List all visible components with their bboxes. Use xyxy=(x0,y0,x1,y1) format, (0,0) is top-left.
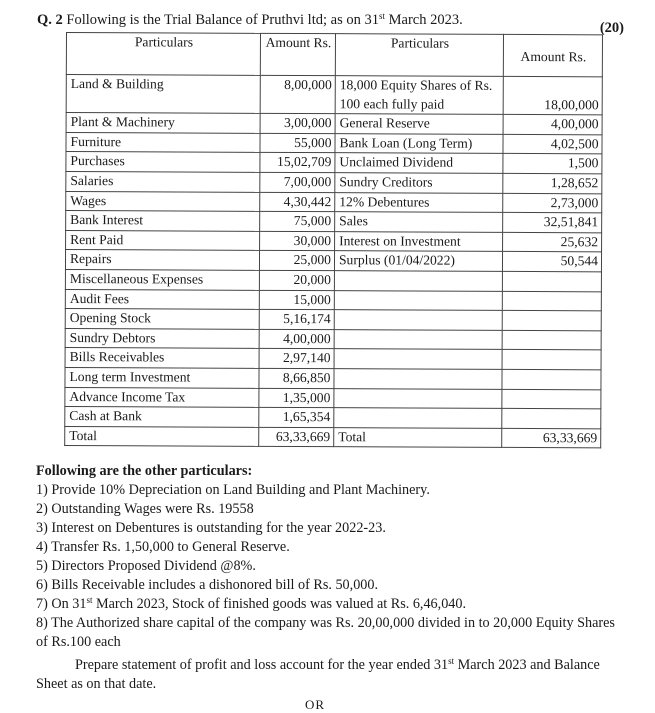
debit-amount-cell: 5,16,174 xyxy=(259,309,334,329)
debit-particular-cell: Purchases xyxy=(66,152,260,172)
credit-amount-cell xyxy=(502,350,601,370)
credit-particular-cell xyxy=(334,349,502,369)
or-separator: OR xyxy=(305,697,326,712)
prepare-text: Prepare statement of profit and loss account for the year ended 31 xyxy=(75,657,449,673)
note-item-3: 3) Interest on Debentures is outstanding for the year 2022-23. xyxy=(36,520,386,536)
prepare-text-end: March 2023 and Balance Sheet as on that date. xyxy=(36,657,600,692)
credit-amount-cell xyxy=(502,408,601,428)
credit-particular-cell: Interest on Investment xyxy=(335,231,503,251)
credit-particular-cell xyxy=(334,290,502,310)
table-row xyxy=(66,113,602,135)
credit-particular-cell: 18,000 Equity Shares of Rs. 100 each fully paid xyxy=(335,76,503,115)
table-row xyxy=(66,171,602,193)
credit-particular-cell xyxy=(334,271,502,291)
debit-amount-cell: 4,00,000 xyxy=(259,329,334,349)
debit-amount-cell: 15,000 xyxy=(259,290,334,310)
notes-list xyxy=(36,481,625,595)
ordinal-suffix: st xyxy=(378,11,385,21)
debit-particular-cell: Advance Income Tax xyxy=(65,387,259,407)
trial-balance-table xyxy=(64,32,603,449)
table-row xyxy=(65,269,601,291)
debit-amount-cell: 1,65,354 xyxy=(259,407,334,427)
debit-amount-cell: 55,000 xyxy=(260,133,335,153)
debit-particular-cell: Miscellaneous Expenses xyxy=(65,269,259,289)
debit-particular-cell: Wages xyxy=(66,191,260,211)
ordinal-suffix: st xyxy=(86,595,93,605)
credit-total-label: Total xyxy=(334,427,502,447)
table-row xyxy=(65,407,601,429)
header-debit-amount: Amount Rs. xyxy=(260,33,335,75)
debit-amount-cell: 8,00,000 xyxy=(260,75,335,114)
debit-amount-cell: 20,000 xyxy=(259,270,334,290)
note-item-2: 2) Outstanding Wages were Rs. 19558 xyxy=(36,501,254,517)
credit-amount-cell xyxy=(502,389,601,409)
note-item-8: 8) The Authorized share capital of the company was Rs. 20,00,000 divided in to 20,000 Equity Shares of Rs.100 each xyxy=(36,615,615,650)
credit-particular-cell: Sales xyxy=(335,212,503,232)
debit-amount-cell: 8,66,850 xyxy=(259,368,334,388)
debit-particular-cell: Land & Building xyxy=(66,75,260,114)
credit-amount-cell: 1,500 xyxy=(503,154,602,174)
note-7-text: 7) On 31 xyxy=(36,596,87,612)
note-7-text-end: March 2023, Stock of finished goods was valued at Rs. 6,46,040. xyxy=(92,596,467,612)
credit-particular-cell: Surplus (01/04/2022) xyxy=(334,251,502,271)
question-text: Following is the Trial Balance of Pruthvi ltd; as on 31 xyxy=(66,12,379,28)
notes-title: Following are the other particulars: xyxy=(36,463,253,479)
table-row xyxy=(66,211,602,233)
table-row xyxy=(66,132,602,154)
credit-amount-cell xyxy=(502,369,601,389)
note-item-1: 1) Provide 10% Depreciation on Land Building and Plant Machinery. xyxy=(36,482,430,498)
debit-particular-cell: Bills Receivables xyxy=(65,348,259,368)
credit-amount-cell: 25,632 xyxy=(503,232,602,252)
question-number: Q. 2 xyxy=(37,12,63,28)
table-header-row xyxy=(66,33,602,77)
trial-balance-body xyxy=(65,75,603,449)
debit-particular-cell: Long term Investment xyxy=(65,367,259,387)
debit-particular-cell: Opening Stock xyxy=(65,309,259,329)
credit-amount-cell xyxy=(502,271,601,291)
credit-amount-cell: 4,02,500 xyxy=(503,134,602,154)
table-row xyxy=(65,328,601,350)
credit-particular-cell xyxy=(334,408,502,428)
table-row xyxy=(65,289,601,311)
credit-amount-cell: 2,73,000 xyxy=(503,193,602,213)
credit-particular-cell xyxy=(334,329,502,349)
question-text-end: March 2023. xyxy=(384,12,463,28)
note-item-4: 4) Transfer Rs. 1,50,000 to General Reserve. xyxy=(36,539,290,555)
debit-amount-cell: 75,000 xyxy=(260,212,335,232)
header-credit-particulars: Particulars xyxy=(335,34,503,77)
credit-particular-cell xyxy=(334,369,502,389)
total-row xyxy=(65,426,601,448)
debit-amount-cell: 1,35,000 xyxy=(259,388,334,408)
credit-particular-cell: Bank Loan (Long Term) xyxy=(335,133,503,153)
debit-particular-cell: Rent Paid xyxy=(66,230,260,250)
table-row xyxy=(66,230,602,252)
debit-particular-cell: Sundry Debtors xyxy=(65,328,259,348)
note-item-5: 5) Directors Proposed Dividend @8%. xyxy=(36,558,256,574)
debit-amount-cell: 25,000 xyxy=(259,251,334,271)
note-item-6: 6) Bills Receivable includes a dishonored bill of Rs. 50,000. xyxy=(36,577,379,593)
header-debit-particulars: Particulars xyxy=(66,33,260,76)
credit-amount-cell: 32,51,841 xyxy=(503,213,602,233)
question-marks: (20) xyxy=(599,20,624,36)
table-row xyxy=(65,250,601,272)
table-row xyxy=(65,367,601,389)
credit-amount-cell: 4,00,000 xyxy=(503,115,602,135)
credit-particular-cell: 12% Debentures xyxy=(335,192,503,212)
debit-amount-cell: 15,02,709 xyxy=(260,153,335,173)
table-row xyxy=(66,152,602,174)
credit-amount-cell: 18,00,000 xyxy=(503,76,602,115)
credit-amount-cell: 50,544 xyxy=(502,252,601,272)
header-credit-amount: Amount Rs. xyxy=(503,34,602,76)
debit-particular-cell: Repairs xyxy=(65,250,259,270)
debit-amount-cell: 4,30,442 xyxy=(260,192,335,212)
debit-particular-cell: Cash at Bank xyxy=(65,407,259,427)
credit-particular-cell xyxy=(334,310,502,330)
credit-total-amount: 63,33,669 xyxy=(502,428,601,448)
debit-particular-cell: Furniture xyxy=(66,132,260,152)
credit-particular-cell xyxy=(334,388,502,408)
table-row xyxy=(66,191,602,213)
credit-particular-cell: General Reserve xyxy=(335,114,503,134)
credit-particular-cell: Unclaimed Dividend xyxy=(335,153,503,173)
table-row xyxy=(65,348,601,370)
debit-particular-cell: Bank Interest xyxy=(66,211,260,231)
table-row xyxy=(65,387,601,409)
credit-amount-cell: 1,28,652 xyxy=(503,173,602,193)
prepare-instruction xyxy=(36,656,625,694)
debit-particular-cell: Audit Fees xyxy=(65,289,259,309)
table-row xyxy=(65,309,601,331)
credit-particular-cell: Sundry Creditors xyxy=(335,173,503,193)
note-item-7 xyxy=(36,595,625,614)
question-header xyxy=(37,12,463,29)
debit-amount-cell: 7,00,000 xyxy=(260,172,335,192)
debit-particular-cell: Plant & Machinery xyxy=(66,113,260,133)
debit-amount-cell: 2,97,140 xyxy=(259,349,334,369)
debit-amount-cell: 30,000 xyxy=(260,231,335,251)
debit-amount-cell: 3,00,000 xyxy=(260,114,335,134)
credit-amount-cell xyxy=(502,330,601,350)
debit-total-amount: 63,33,669 xyxy=(259,427,334,447)
debit-total-label: Total xyxy=(65,426,259,446)
credit-amount-cell xyxy=(502,311,601,331)
debit-particular-cell: Salaries xyxy=(66,171,260,191)
other-particulars xyxy=(36,462,625,694)
table-row xyxy=(66,75,602,116)
credit-amount-cell xyxy=(502,291,601,311)
ordinal-suffix: st xyxy=(448,656,455,666)
